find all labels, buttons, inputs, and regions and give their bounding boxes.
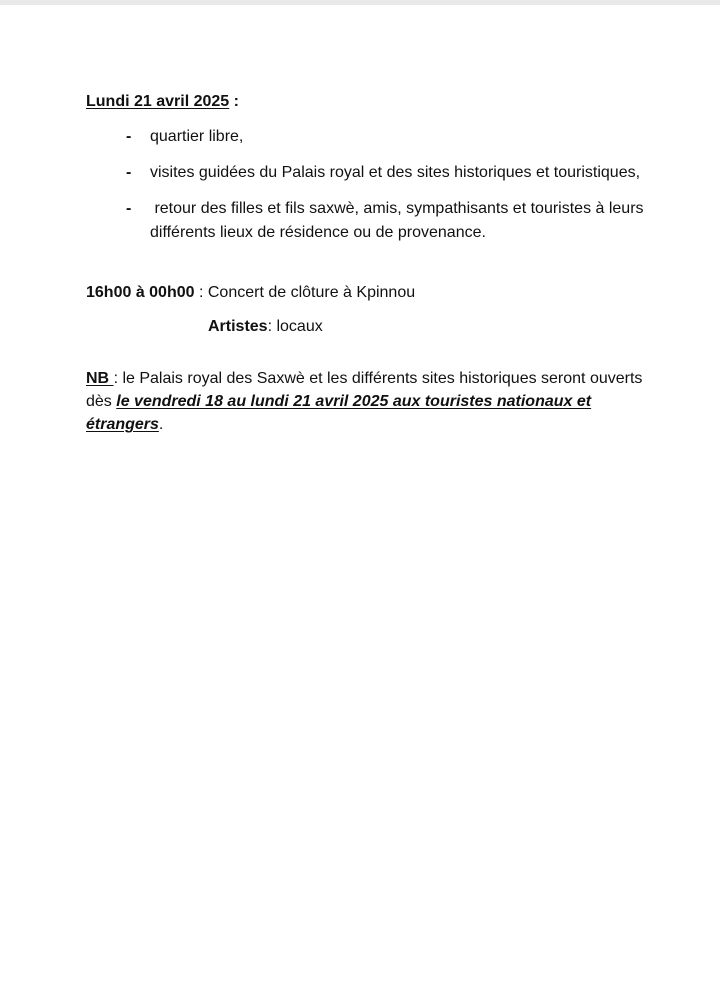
list-item-text: quartier libre, [150,128,244,145]
note-label: NB [86,370,114,387]
list-item [86,161,646,185]
note-text: : le Palais royal des Saxwè et les différents sites historiques seront ouverts dès [86,370,643,410]
note-emphasis: le vendredi 18 au lundi 21 avril 2025 aux touristes nationaux et étrangers [86,393,592,433]
list-item [86,197,646,245]
bullet-dash: - [126,200,132,217]
day-heading [86,91,239,113]
list-item-text: visites guidées du Palais royal et des sites historiques et touristiques, [150,164,641,181]
concert-line [86,282,415,304]
artists-line [208,316,323,338]
concert-time: 16h00 à 00h00 [86,284,195,301]
day-heading-colon: : [229,93,239,110]
concert-text: : Concert de clôture à Kpinnou [194,284,416,301]
list-item-text: retour des filles et fils saxwè, amis, sympathisants et touristes à leurs différents lieux de résidence ou de provenance. [150,200,648,241]
day-heading-text: Lundi 21 avril 2025 [86,93,230,110]
bullet-dash: - [126,164,132,181]
note-paragraph [86,367,646,436]
artists-text: : locaux [267,318,323,335]
top-edge-strip [0,0,720,5]
note-end: . [158,416,164,433]
activity-list [86,125,646,257]
artists-label: Artistes [208,318,268,335]
list-item [86,125,646,149]
bullet-dash: - [126,128,132,145]
